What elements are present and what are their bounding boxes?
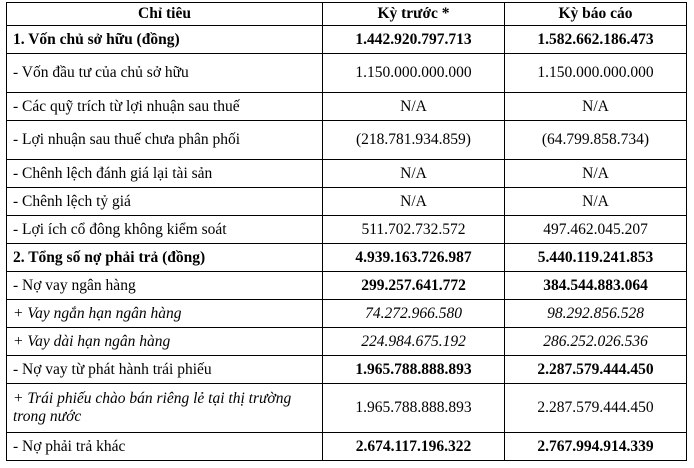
row-value-previous-period: 1.442.920.797.713 — [323, 26, 505, 54]
row-value-reporting-period: N/A — [505, 93, 687, 121]
column-header-reporting-period: Kỳ báo cáo — [505, 3, 687, 26]
row-value-previous-period: N/A — [323, 160, 505, 188]
table-row — [7, 54, 687, 93]
table-row — [7, 160, 687, 188]
column-header-previous-period: Kỳ trước * — [323, 3, 505, 26]
row-label: - Nợ vay từ phát hành trái phiếu — [7, 356, 323, 384]
row-label: - Vốn đầu tư của chủ sở hữu — [7, 54, 323, 93]
row-value-previous-period: N/A — [323, 188, 505, 216]
row-label: + Vay dài hạn ngân hàng — [7, 328, 323, 356]
row-value-reporting-period: N/A — [505, 188, 687, 216]
row-value-previous-period: 511.702.732.572 — [323, 216, 505, 244]
row-value-previous-period: 74.272.966.580 — [323, 300, 505, 328]
row-label: + Trái phiếu chào bán riêng lẻ tại thị trường trong nước — [7, 384, 323, 433]
financial-table-sheet — [0, 2, 694, 468]
row-value-previous-period: N/A — [323, 93, 505, 121]
row-label: 1. Vốn chủ sở hữu (đồng) — [7, 26, 323, 54]
row-value-reporting-period: 2.767.994.914.339 — [505, 433, 687, 461]
row-value-reporting-period: 5.440.119.241.853 — [505, 244, 687, 272]
table-row — [7, 272, 687, 300]
table-row — [7, 121, 687, 160]
table-row — [7, 188, 687, 216]
row-label: - Chênh lệch đánh giá lại tài sản — [7, 160, 323, 188]
row-value-previous-period: 2.674.117.196.322 — [323, 433, 505, 461]
table-row — [7, 433, 687, 461]
row-label: - Nợ vay ngân hàng — [7, 272, 323, 300]
table-row — [7, 356, 687, 384]
table-header-row — [7, 3, 687, 26]
table-body — [7, 26, 687, 461]
table-row — [7, 26, 687, 54]
row-value-previous-period: 4.939.163.726.987 — [323, 244, 505, 272]
row-value-previous-period: 299.257.641.772 — [323, 272, 505, 300]
row-value-reporting-period: 286.252.026.536 — [505, 328, 687, 356]
row-value-previous-period: (218.781.934.859) — [323, 121, 505, 160]
row-label: - Các quỹ trích từ lợi nhuận sau thuế — [7, 93, 323, 121]
row-label: + Vay ngắn hạn ngân hàng — [7, 300, 323, 328]
row-value-previous-period: 1.965.788.888.893 — [323, 384, 505, 433]
column-header-indicator: Chỉ tiêu — [7, 3, 323, 26]
table-row — [7, 384, 687, 433]
row-value-reporting-period: 98.292.856.528 — [505, 300, 687, 328]
row-label: - Chênh lệch tỷ giá — [7, 188, 323, 216]
row-label: 2. Tổng số nợ phải trả (đồng) — [7, 244, 323, 272]
row-value-reporting-period: N/A — [505, 160, 687, 188]
row-value-previous-period: 224.984.675.192 — [323, 328, 505, 356]
row-label: - Nợ phải trả khác — [7, 433, 323, 461]
table-header — [7, 3, 687, 26]
row-value-previous-period: 1.965.788.888.893 — [323, 356, 505, 384]
row-value-reporting-period: 497.462.045.207 — [505, 216, 687, 244]
row-value-reporting-period: (64.799.858.734) — [505, 121, 687, 160]
row-value-reporting-period: 2.287.579.444.450 — [505, 384, 687, 433]
table-row — [7, 300, 687, 328]
row-label: - Lợi ích cổ đông không kiểm soát — [7, 216, 323, 244]
row-value-reporting-period: 1.582.662.186.473 — [505, 26, 687, 54]
row-value-reporting-period: 2.287.579.444.450 — [505, 356, 687, 384]
table-row — [7, 216, 687, 244]
table-row — [7, 328, 687, 356]
financial-table — [6, 2, 687, 461]
row-label: - Lợi nhuận sau thuế chưa phân phối — [7, 121, 323, 160]
row-value-previous-period: 1.150.000.000.000 — [323, 54, 505, 93]
page-edge-spacer — [0, 464, 694, 468]
row-value-reporting-period: 384.544.883.064 — [505, 272, 687, 300]
row-value-reporting-period: 1.150.000.000.000 — [505, 54, 687, 93]
table-row — [7, 93, 687, 121]
table-row — [7, 244, 687, 272]
